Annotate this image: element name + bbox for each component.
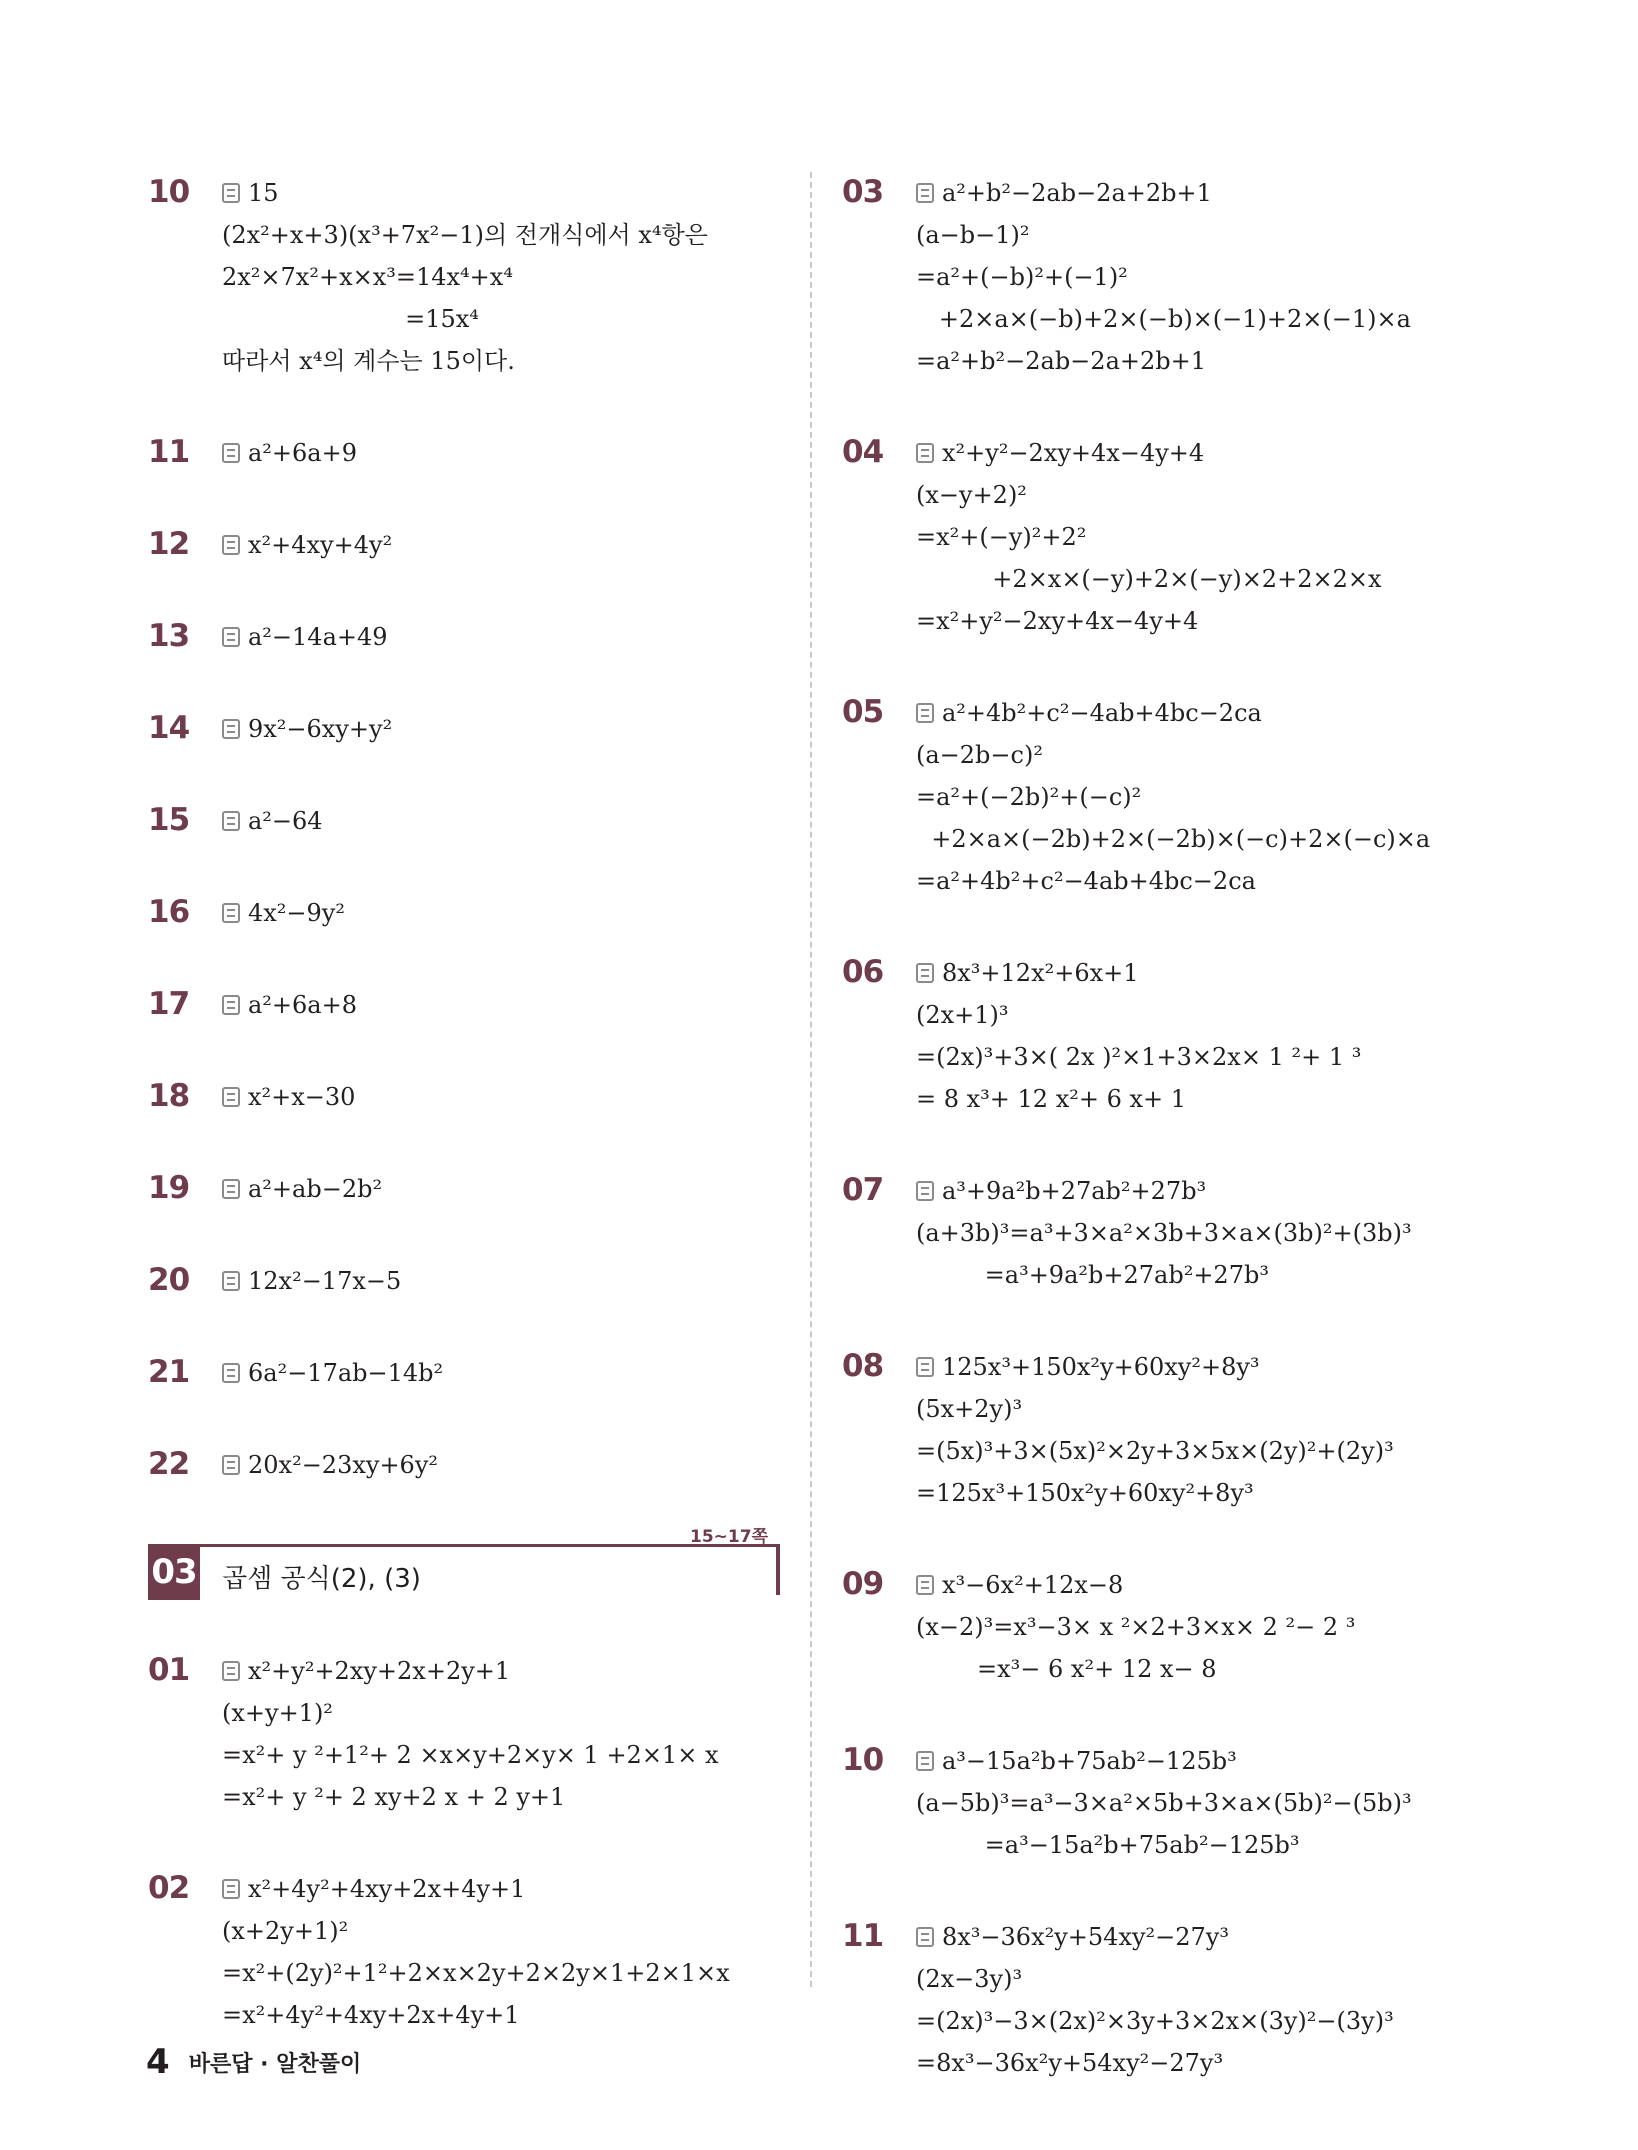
problem-number: 15 (148, 802, 190, 838)
solution-line (916, 1254, 1492, 1296)
line-text: 9x²−6xy+y² (248, 715, 393, 743)
solution-line (222, 1692, 780, 1734)
line-text: =x²+ y ²+ 2 xy+2 x + 2 y+1 (222, 1783, 566, 1811)
answer-line (222, 1650, 780, 1692)
line-text: (x−2)³=x³−3× x ²×2+3×x× 2 ²− 2 ³ (916, 1613, 1356, 1641)
line-text: =x²+(2y)²+1²+2×x×2y+2×2y×1+2×1×x (222, 1959, 730, 1987)
line-text: =125x³+150x²y+60xy²+8y³ (916, 1479, 1254, 1507)
problem-item (842, 172, 1492, 382)
problem-number: 12 (148, 526, 190, 562)
line-text: =x²+ y ²+1²+ 2 ×x×y+2×y× 1 +2×1× x (222, 1741, 719, 1769)
solution-line (916, 298, 1492, 340)
solution-line (916, 1078, 1492, 1120)
answer-line (222, 984, 780, 1026)
problem-item (842, 1170, 1492, 1296)
problem-number: 11 (148, 434, 190, 470)
section-problem-list (148, 1650, 780, 2036)
line-text: =a³−15a²b+75ab²−125b³ (916, 1831, 1300, 1859)
answer-line (222, 1260, 780, 1302)
solution-line (916, 1824, 1492, 1866)
line-text: x³−6x²+12x−8 (942, 1571, 1124, 1599)
answer-line (916, 432, 1492, 474)
problem-item (148, 708, 780, 750)
solution-line (916, 2000, 1492, 2042)
answer-line (916, 692, 1492, 734)
problem-item (148, 172, 780, 382)
footer-label: 바른답 · 알찬풀이 (188, 2051, 362, 2077)
solution-line (916, 2042, 1492, 2084)
answer-icon (222, 1363, 240, 1383)
answer-line (916, 172, 1492, 214)
line-text: x²+y²−2xy+4x−4y+4 (942, 439, 1205, 467)
solution-line (916, 600, 1492, 642)
problem-number: 13 (148, 618, 190, 654)
line-text: =(2x)³+3×( 2x )²×1+3×2x× 1 ²+ 1 ³ (916, 1043, 1362, 1071)
line-text: (a+3b)³=a³+3×a²×3b+3×a×(3b)²+(3b)³ (916, 1219, 1412, 1247)
problem-number: 14 (148, 710, 190, 746)
answer-icon (916, 1575, 934, 1595)
line-text: 12x²−17x−5 (248, 1267, 402, 1295)
answer-line (222, 524, 780, 566)
line-text: =15x⁴ (222, 305, 479, 333)
answer-line (916, 1916, 1492, 1958)
problem-number: 20 (148, 1262, 190, 1298)
answer-icon (916, 183, 934, 203)
line-text: 20x²−23xy+6y² (248, 1451, 438, 1479)
right-column (842, 172, 1492, 2134)
problem-number: 06 (842, 954, 884, 990)
answer-line (916, 1740, 1492, 1782)
problem-item (148, 1168, 780, 1210)
column-divider (810, 172, 812, 1987)
solution-line (916, 776, 1492, 818)
problem-number: 22 (148, 1446, 190, 1482)
line-text: 2x²×7x²+x×x³=14x⁴+x⁴ (222, 263, 513, 291)
left-problem-list (148, 172, 780, 1486)
problem-item (148, 616, 780, 658)
problem-number: 09 (842, 1566, 884, 1602)
answer-icon (916, 1181, 934, 1201)
line-text: +2×a×(−b)+2×(−b)×(−1)+2×(−1)×a (916, 305, 1411, 333)
problem-number: 16 (148, 894, 190, 930)
line-text: (a−5b)³=a³−3×a²×5b+3×a×(5b)²−(5b)³ (916, 1789, 1412, 1817)
section-header (148, 1527, 780, 1604)
solution-line (916, 1606, 1492, 1648)
problem-number: 17 (148, 986, 190, 1022)
problem-item (148, 1076, 780, 1118)
solution-line (222, 1952, 780, 1994)
line-text: 8x³−36x²y+54xy²−27y³ (942, 1923, 1229, 1951)
solution-line (916, 734, 1492, 776)
answer-icon (222, 1271, 240, 1291)
line-text: a²+b²−2ab−2a+2b+1 (942, 179, 1212, 207)
line-text: =a³+9a²b+27ab²+27b³ (916, 1261, 1269, 1289)
answer-icon (222, 535, 240, 555)
answer-icon (916, 1751, 934, 1771)
answer-icon (222, 995, 240, 1015)
solution-line (916, 1782, 1492, 1824)
problem-item (842, 1740, 1492, 1866)
answer-line (222, 1168, 780, 1210)
problem-item (148, 984, 780, 1026)
line-text: =x²+4y²+4xy+2x+4y+1 (222, 2001, 520, 2029)
problem-number: 02 (148, 1870, 190, 1906)
solution-line (916, 558, 1492, 600)
page-footer (146, 2042, 361, 2082)
line-text: a³−15a²b+75ab²−125b³ (942, 1747, 1237, 1775)
problem-number: 11 (842, 1918, 884, 1954)
line-text: =(2x)³−3×(2x)²×3y+3×2x×(3y)²−(3y)³ (916, 2007, 1394, 2035)
line-text: = 8 x³+ 12 x²+ 6 x+ 1 (916, 1085, 1187, 1113)
problem-item (148, 800, 780, 842)
solution-line (222, 298, 780, 340)
solution-line (916, 1388, 1492, 1430)
line-text: a³+9a²b+27ab²+27b³ (942, 1177, 1207, 1205)
line-text: =a²+(−2b)²+(−c)² (916, 783, 1142, 811)
line-text: +2×x×(−y)+2×(−y)×2+2×2×x (916, 565, 1382, 593)
answer-icon (222, 1879, 240, 1899)
answer-icon (222, 183, 240, 203)
answer-icon (222, 1661, 240, 1681)
problem-item (842, 1564, 1492, 1690)
problem-item (148, 1352, 780, 1394)
answer-icon (222, 811, 240, 831)
answer-line (222, 172, 780, 214)
problem-number: 08 (842, 1348, 884, 1384)
section-title: 곱셈 공식(2), (3) (222, 1564, 421, 1594)
line-text: a²+6a+8 (248, 991, 357, 1019)
line-text: a²−64 (248, 807, 323, 835)
line-text: 4x²−9y² (248, 899, 345, 927)
solution-line (916, 1212, 1492, 1254)
solution-line (222, 256, 780, 298)
line-text: =8x³−36x²y+54xy²−27y³ (916, 2049, 1224, 2077)
answer-line (916, 1170, 1492, 1212)
problem-number: 10 (148, 174, 190, 210)
solution-line (916, 818, 1492, 860)
problem-item (842, 952, 1492, 1120)
problem-number: 05 (842, 694, 884, 730)
line-text: x²+x−30 (248, 1083, 356, 1111)
line-text: x²+y²+2xy+2x+2y+1 (248, 1657, 511, 1685)
solution-line (222, 340, 780, 382)
line-text: (a−b−1)² (916, 221, 1030, 249)
problem-item (842, 1346, 1492, 1514)
line-text: (2x−3y)³ (916, 1965, 1023, 1993)
answer-line (222, 1444, 780, 1486)
answer-line (222, 616, 780, 658)
problem-item (148, 1868, 780, 2036)
problem-number: 10 (842, 1742, 884, 1778)
answer-icon (916, 443, 934, 463)
line-text: 6a²−17ab−14b² (248, 1359, 444, 1387)
answer-icon (916, 963, 934, 983)
problem-number: 03 (842, 174, 884, 210)
problem-item (842, 1916, 1492, 2084)
section-number: 03 (148, 1544, 200, 1600)
answer-icon (222, 903, 240, 923)
answer-line (222, 1076, 780, 1118)
line-text: 8x³+12x²+6x+1 (942, 959, 1139, 987)
solution-line (916, 1036, 1492, 1078)
problem-item (148, 1444, 780, 1486)
answer-line (916, 1346, 1492, 1388)
solution-line (222, 1910, 780, 1952)
problem-number: 01 (148, 1652, 190, 1688)
line-text: a²−14a+49 (248, 623, 388, 651)
solution-line (222, 214, 780, 256)
problem-number: 04 (842, 434, 884, 470)
line-text: =x²+(−y)²+2² (916, 523, 1087, 551)
solution-line (916, 1472, 1492, 1514)
line-text: (x−y+2)² (916, 481, 1027, 509)
problem-item (842, 432, 1492, 642)
line-text: a²+4b²+c²−4ab+4bc−2ca (942, 699, 1262, 727)
right-problem-list (842, 172, 1492, 2084)
answer-icon (222, 1455, 240, 1475)
problem-item (842, 692, 1492, 902)
page-number: 4 (146, 2042, 170, 2082)
line-text: =a²+b²−2ab−2a+2b+1 (916, 347, 1206, 375)
answer-line (222, 432, 780, 474)
solution-line (916, 214, 1492, 256)
line-text: a²+6a+9 (248, 439, 357, 467)
line-text: x²+4xy+4y² (248, 531, 393, 559)
line-text: a²+ab−2b² (248, 1175, 383, 1203)
answer-icon (916, 703, 934, 723)
problem-item (148, 432, 780, 474)
problem-number: 18 (148, 1078, 190, 1114)
answer-icon (222, 443, 240, 463)
answer-line (222, 800, 780, 842)
problem-number: 07 (842, 1172, 884, 1208)
solution-line (222, 1994, 780, 2036)
answer-line (222, 892, 780, 934)
answer-line (916, 952, 1492, 994)
solution-line (916, 994, 1492, 1036)
left-column (148, 172, 780, 2086)
solution-line (916, 516, 1492, 558)
answer-icon (222, 627, 240, 647)
line-text: 따라서 x⁴의 계수는 15이다. (222, 347, 515, 375)
answer-icon (222, 719, 240, 739)
solution-line (916, 1430, 1492, 1472)
line-text: (2x+1)³ (916, 1001, 1009, 1029)
answer-line (916, 1564, 1492, 1606)
line-text: +2×a×(−2b)+2×(−2b)×(−c)+2×(−c)×a (916, 825, 1431, 853)
answer-line (222, 708, 780, 750)
solution-line (916, 860, 1492, 902)
line-text: 15 (248, 179, 279, 207)
problem-number: 19 (148, 1170, 190, 1206)
answer-icon (916, 1357, 934, 1377)
solution-line (222, 1734, 780, 1776)
solution-line (916, 340, 1492, 382)
solution-line (916, 1958, 1492, 2000)
answer-icon (916, 1927, 934, 1947)
line-text: =(5x)³+3×(5x)²×2y+3×5x×(2y)²+(2y)³ (916, 1437, 1394, 1465)
line-text: (5x+2y)³ (916, 1395, 1023, 1423)
section-pages: 15~17쪽 (690, 1527, 768, 1547)
line-text: 125x³+150x²y+60xy²+8y³ (942, 1353, 1260, 1381)
solution-line (916, 1648, 1492, 1690)
answer-icon (222, 1087, 240, 1107)
line-text: x²+4y²+4xy+2x+4y+1 (248, 1875, 526, 1903)
problem-number: 21 (148, 1354, 190, 1390)
problem-item (148, 892, 780, 934)
problem-item (148, 1650, 780, 1818)
line-text: (2x²+x+3)(x³+7x²−1)의 전개식에서 x⁴항은 (222, 221, 708, 249)
line-text: =a²+(−b)²+(−1)² (916, 263, 1128, 291)
solution-line (916, 256, 1492, 298)
line-text: (x+y+1)² (222, 1699, 333, 1727)
line-text: (x+2y+1)² (222, 1917, 349, 1945)
problem-item (148, 1260, 780, 1302)
line-text: =x²+y²−2xy+4x−4y+4 (916, 607, 1199, 635)
solution-line (916, 474, 1492, 516)
problem-item (148, 524, 780, 566)
answer-line (222, 1868, 780, 1910)
answer-icon (222, 1179, 240, 1199)
line-text: (a−2b−c)² (916, 741, 1043, 769)
answer-line (222, 1352, 780, 1394)
line-text: =x³− 6 x²+ 12 x− 8 (916, 1655, 1217, 1683)
line-text: =a²+4b²+c²−4ab+4bc−2ca (916, 867, 1256, 895)
solution-line (222, 1776, 780, 1818)
